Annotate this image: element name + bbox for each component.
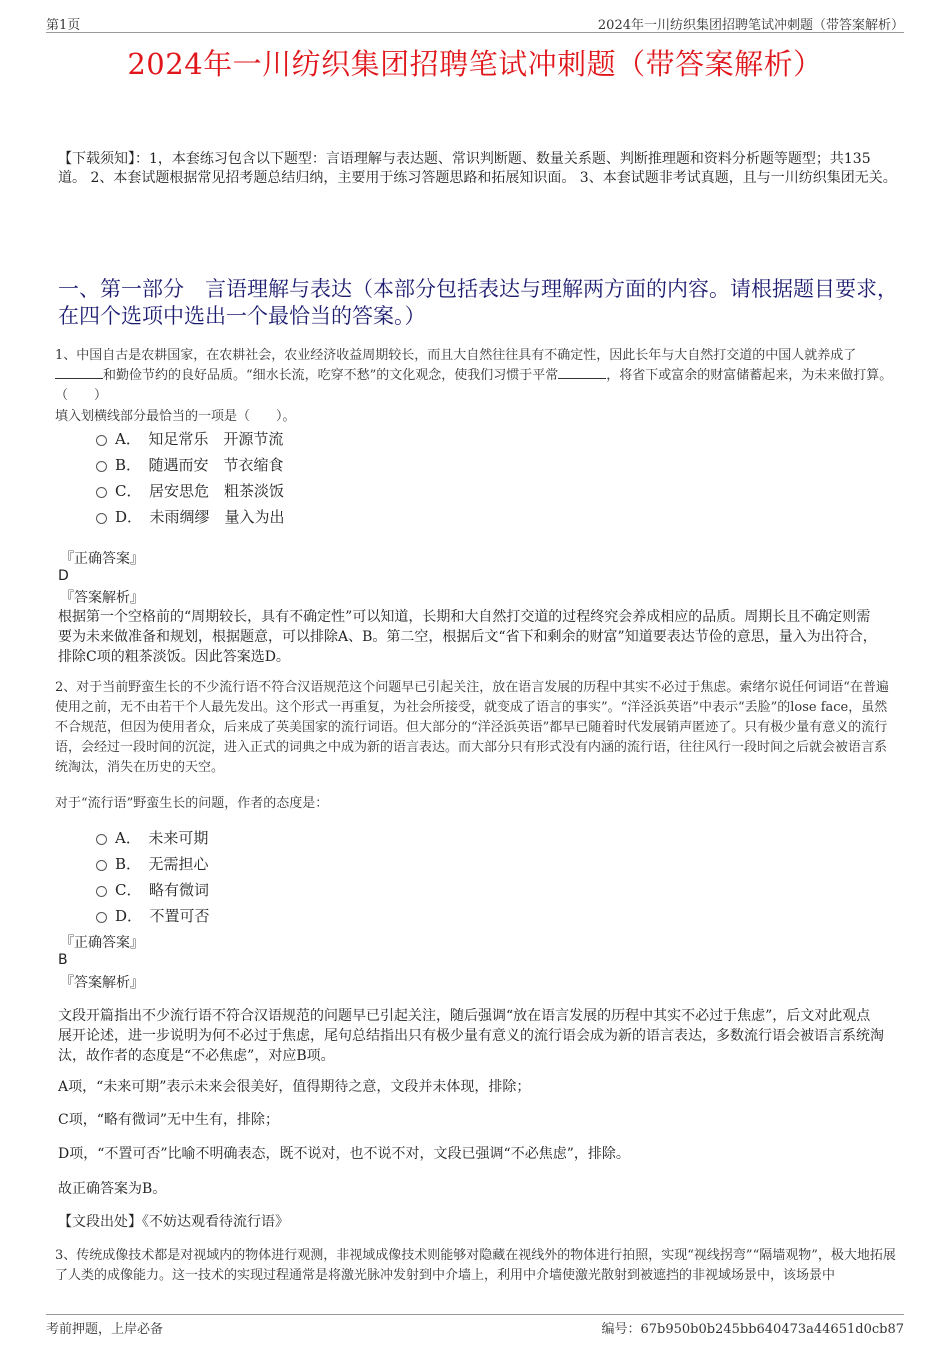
section-heading: 一、第一部分 言语理解与表达（本部分包括表达与理解两方面的内容。请根据题目要求，在四个选项中选出一个最恰当的答案。）: [58, 277, 898, 328]
radio-icon[interactable]: [96, 487, 107, 498]
option-d[interactable]: D． 未雨绸缪 量入为出: [96, 504, 285, 530]
footer-slogan: 考前押题，上岸必备: [46, 1322, 164, 1337]
page-header: [46, 12, 904, 33]
radio-icon[interactable]: [96, 860, 107, 871]
question-3-text: 3、传统成像技术都是对视域内的物体进行观测，非视域成像技术则能够对隐藏在视线外的物体进行拍照，实现“视线拐弯”“隔墙观物”，极大地拓展了人类的成像能力。这一技术的实现过程通常是将激光脉冲发射到中介墙上，利用中介墙使激光散射到被遮挡的非视域场景中，该场景中: [55, 1248, 896, 1283]
page-number: 第1页: [46, 18, 81, 33]
radio-icon[interactable]: [96, 461, 107, 472]
page-footer: [46, 1314, 904, 1335]
analysis-label: 『答案解析』: [60, 975, 144, 991]
question-2-text: 2、对于当前野蛮生长的不少流行语不符合汉语规范这个问题早已引起关注，放在语言发展的历程中其实不必过于焦虑。索绪尔说任何词语“在普遍使用之前，无不由若干个人最先发出。这个形式一再重复，为社会所接受，就变成了语言的事实”。“洋泾浜英语”中表示“丢脸”的lose face，虽然不合规范，但因为使用者众，后来成了英美国家的流行词语。但大部分的“洋泾浜英语”都早已随着时代发展销声匿迹了。只有极少量有意义的流行语，会经过一段时间的沉淀，进入正式的词典之中成为新的语言表达。而大部分只有形式没有内涵的流行语，往往风行一段时间之后就会被语言系统淘汰，消失在历史的天空。: [55, 680, 889, 775]
analysis-label: 『答案解析』: [60, 590, 144, 606]
footer-serial: 编号：67b950b0b245bb640473a44651d0cb87: [601, 1322, 904, 1337]
option-d[interactable]: D． 不置可否: [96, 903, 210, 929]
radio-icon[interactable]: [96, 886, 107, 897]
option-a[interactable]: A． 知足常乐 开源节流: [96, 426, 285, 452]
analysis-option-a: A项，“未来可期”表示未来会很美好，值得期待之意，文段并未体现，排除；: [58, 1079, 531, 1095]
question-1-options: [96, 426, 285, 530]
correct-answer-label: 『正确答案』: [60, 551, 144, 567]
correct-answer-label: 『正确答案』: [60, 935, 144, 951]
radio-icon[interactable]: [96, 435, 107, 446]
question-1-prompt: 填入划横线部分最恰当的一项是（ ）。: [55, 409, 296, 424]
option-b[interactable]: B． 随遇而安 节衣缩食: [96, 452, 285, 478]
question-2-prompt: 对于“流行语”野蛮生长的问题，作者的态度是：: [55, 796, 329, 811]
option-c[interactable]: C． 略有微词: [96, 877, 210, 903]
option-b[interactable]: B． 无需担心: [96, 851, 210, 877]
analysis-option-c: C项，“略有微词”无中生有，排除；: [58, 1112, 280, 1128]
blank-1: [55, 366, 103, 379]
download-notice: 【下载须知】：1，本套练习包含以下题型：言语理解与表达题、常识判断题、数量关系题、判断推理题和资料分析题等题型；共135道。 2、本套试题根据常见招考题总结归纳，主要用于练习答题思路和拓展知识面。 3、本套试题非考试真题，且与一川纺织集团无关。: [58, 151, 897, 186]
analysis-conclusion: 故正确答案为B。: [58, 1181, 167, 1197]
question-1-text: 1、中国自古是农耕国家，在农耕社会，农业经济收益周期较长，而且大自然往往具有不确定性，因此长年与大自然打交道的中国人就养成了和勤俭节约的良好品质。“细水长流，吃穿不愁”的文化观念，使我们习惯于平常 ，将省下或富余的财富储蓄起来，为未来做打算。（ ）: [55, 348, 893, 403]
question-1-analysis: 根据第一个空格前的“周期较长，具有不确定性”可以知道，长期和大自然打交道的过程终究会养成相应的品质。周期长且不确定则需要为未来做准备和规划，根据题意，可以排除A、B。第二空，根据后文“省下和剩余的财富”知道要表达节俭的意思，量入为出符合，排除C项的粗茶淡饭。因此答案选D。: [58, 609, 877, 665]
page-title: 2024年一川纺织集团招聘笔试冲刺题（带答案解析）: [127, 47, 823, 81]
blank-2: [558, 366, 606, 379]
question-1-answer: D: [58, 568, 69, 584]
option-a[interactable]: A． 未来可期: [96, 825, 210, 851]
question-2-options: [96, 825, 210, 929]
option-c[interactable]: C． 居安思危 粗茶淡饭: [96, 478, 285, 504]
question-2-answer: B: [58, 952, 68, 968]
radio-icon[interactable]: [96, 513, 107, 524]
question-2-analysis-main: 文段开篇指出不少流行语不符合汉语规范的问题早已引起关注，随后强调“放在语言发展的历程中其实不必过于焦虑”，后文对此观点展开论述，进一步说明为何不必过于焦虑，尾句总结指出只有极少量有意义的流行语会成为新的语言表达，多数流行语会被语言系统淘汰，故作者的态度是“不必焦虑”，对应B项。: [58, 1008, 884, 1064]
text-source: 【文段出处】《不妨达观看待流行语》: [58, 1214, 289, 1230]
analysis-option-d: D项，“不置可否”比喻不明确表态，既不说对，也不说不对，文段已强调“不必焦虑”，排除。: [58, 1146, 630, 1162]
header-doc-title: 2024年一川纺织集团招聘笔试冲刺题（带答案解析）: [597, 18, 904, 33]
radio-icon[interactable]: [96, 834, 107, 845]
radio-icon[interactable]: [96, 912, 107, 923]
